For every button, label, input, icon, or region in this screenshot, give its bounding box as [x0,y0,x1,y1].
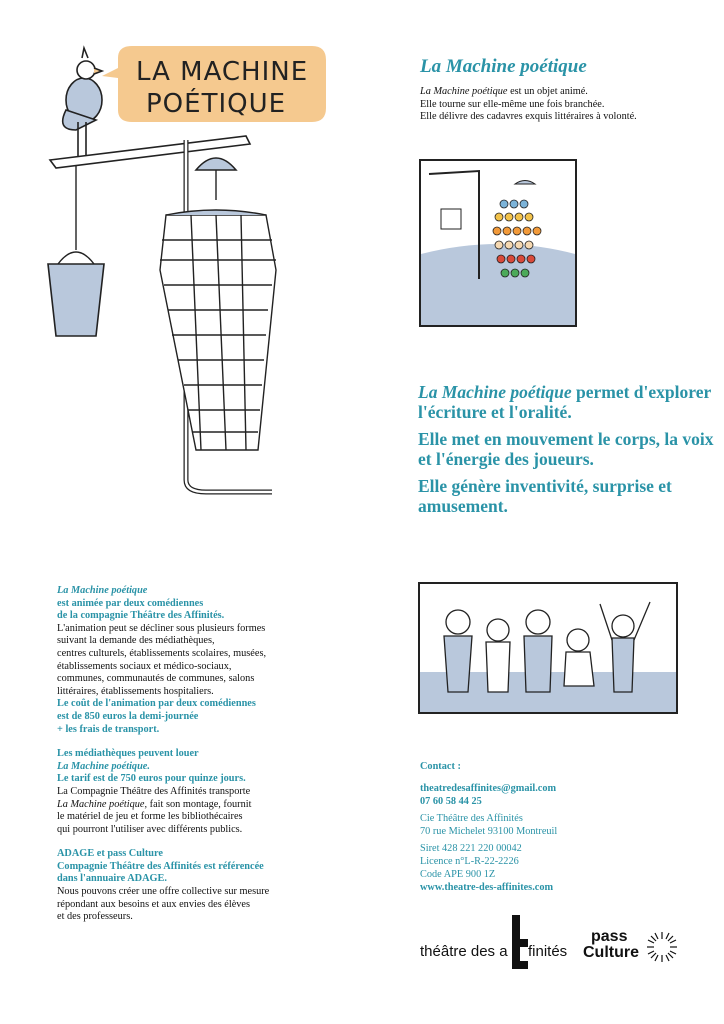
theatre-logo-mark [506,911,534,971]
s1-body-6: littéraires, établissements hospitaliers. [57,685,214,697]
contact-siret: Siret 428 221 220 00042 [420,843,522,854]
s1-price-1: Le coût de l'animation par deux comédiennes [57,698,256,710]
s2-body-2: La Machine poétique, fait son montage, fournit [57,798,252,810]
contact-phone[interactable]: 07 60 58 44 25 [420,796,482,807]
theatre-logo-end: finités [528,943,568,960]
s1-price-3: + les frais de transport. [57,723,160,735]
machine-illustration [36,40,336,500]
contact-email[interactable]: theatredesaffinites@gmail.com [420,783,557,794]
s1-line3: de la compagnie Théâtre des Affinités. [57,610,225,622]
hanging-bucket [48,264,104,336]
theatre-logo [420,905,568,975]
bird-drawing [63,48,102,158]
page-title: La Machine poétique [420,56,587,77]
pass-culture-logo [583,928,683,970]
s2-body-3: le matériel de jeu et forme les bibliothécaires [57,811,243,823]
feature-p2: Elle met en mouvement le corps, la voix et l'énergie des joueurs. [418,429,714,469]
lamp-dome [196,158,236,170]
s2-body-1: La Compagnie Théâtre des Affinités transporte [57,785,251,797]
s1-line2: est animée par deux comédiennes [57,597,204,609]
contact-ape: Code APE 900 1Z [420,869,496,880]
s3-heading-3: dans l'annuaire ADAGE. [57,873,167,885]
contact-label: Contact : [420,761,461,772]
s3-body-1: Nous pouvons créer une offre collective sur mesure [57,886,270,898]
s3-heading-1: ADAGE et pass Culture [57,848,163,860]
players-illustration [418,582,678,714]
intro-line-3: Elle délivre des cadavres exquis littéraires à volonté. [420,111,637,123]
contact-website[interactable]: www.theatre-des-affinites.com [420,882,554,893]
contact-licence: Licence n°L-R-22-2226 [420,856,519,867]
s3-heading-2: Compagnie Théâtre des Affinités est référencée [57,860,264,872]
left-text-column [57,585,377,924]
contact-org: Cie Théâtre des Affinités [420,813,523,824]
bubble-title-line2: POÉTIQUE [146,89,287,119]
s1-price-2: est de 850 euros la demi-journée [57,710,199,722]
s3-body-2: répondant aux besoins et aux envies des élèves [57,898,251,910]
pass-logo-line2: Culture [583,944,639,961]
s2-line2: La Machine poétique. [57,760,150,772]
s1-body-4: établissements sociaux et médico-sociaux, [57,660,232,672]
feature-statement [418,382,718,523]
intro-line-1: La Machine poétique est un objet animé. [420,86,588,97]
s1-body-3: centres culturels, établissements scolaires, musées, [57,647,267,659]
contact-address: 70 rue Michelet 93100 Montreuil [420,826,558,837]
s2-line1: Les médiathèques peuvent louer [57,748,199,760]
s1-body-5: communes, communautés de communes, salons [57,673,255,685]
s1-line1: La Machine poétique [57,585,148,596]
theatre-logo-text: théâtre des a [420,943,508,960]
bubble-title-line1: LA MACHINE [136,57,309,87]
machine-thumbnail [419,159,577,327]
intro-text [420,86,637,124]
s1-body-2: suivant la demande des médiathèques, [57,635,215,647]
pass-logo-line1: pass [591,928,628,945]
sun-icon [645,930,679,964]
intro-line-2: Elle tourne sur elle-même une fois branchée. [420,98,605,110]
feature-p3: Elle génère inventivité, surprise et amusement. [418,476,672,516]
feature-p1: La Machine poétique permet d'explorer l'écriture et l'oralité. [418,382,711,422]
contact-block [420,760,700,894]
s2-body-4: qui pourront l'utiliser avec différents publics. [57,823,243,835]
s2-line3: Le tarif est de 750 euros pour quinze jours. [57,773,246,785]
spinning-cone [160,210,276,450]
s3-body-3: et des professeurs. [57,911,133,923]
s1-body-1: L'animation peut se décliner sous plusieurs formes [57,622,266,634]
